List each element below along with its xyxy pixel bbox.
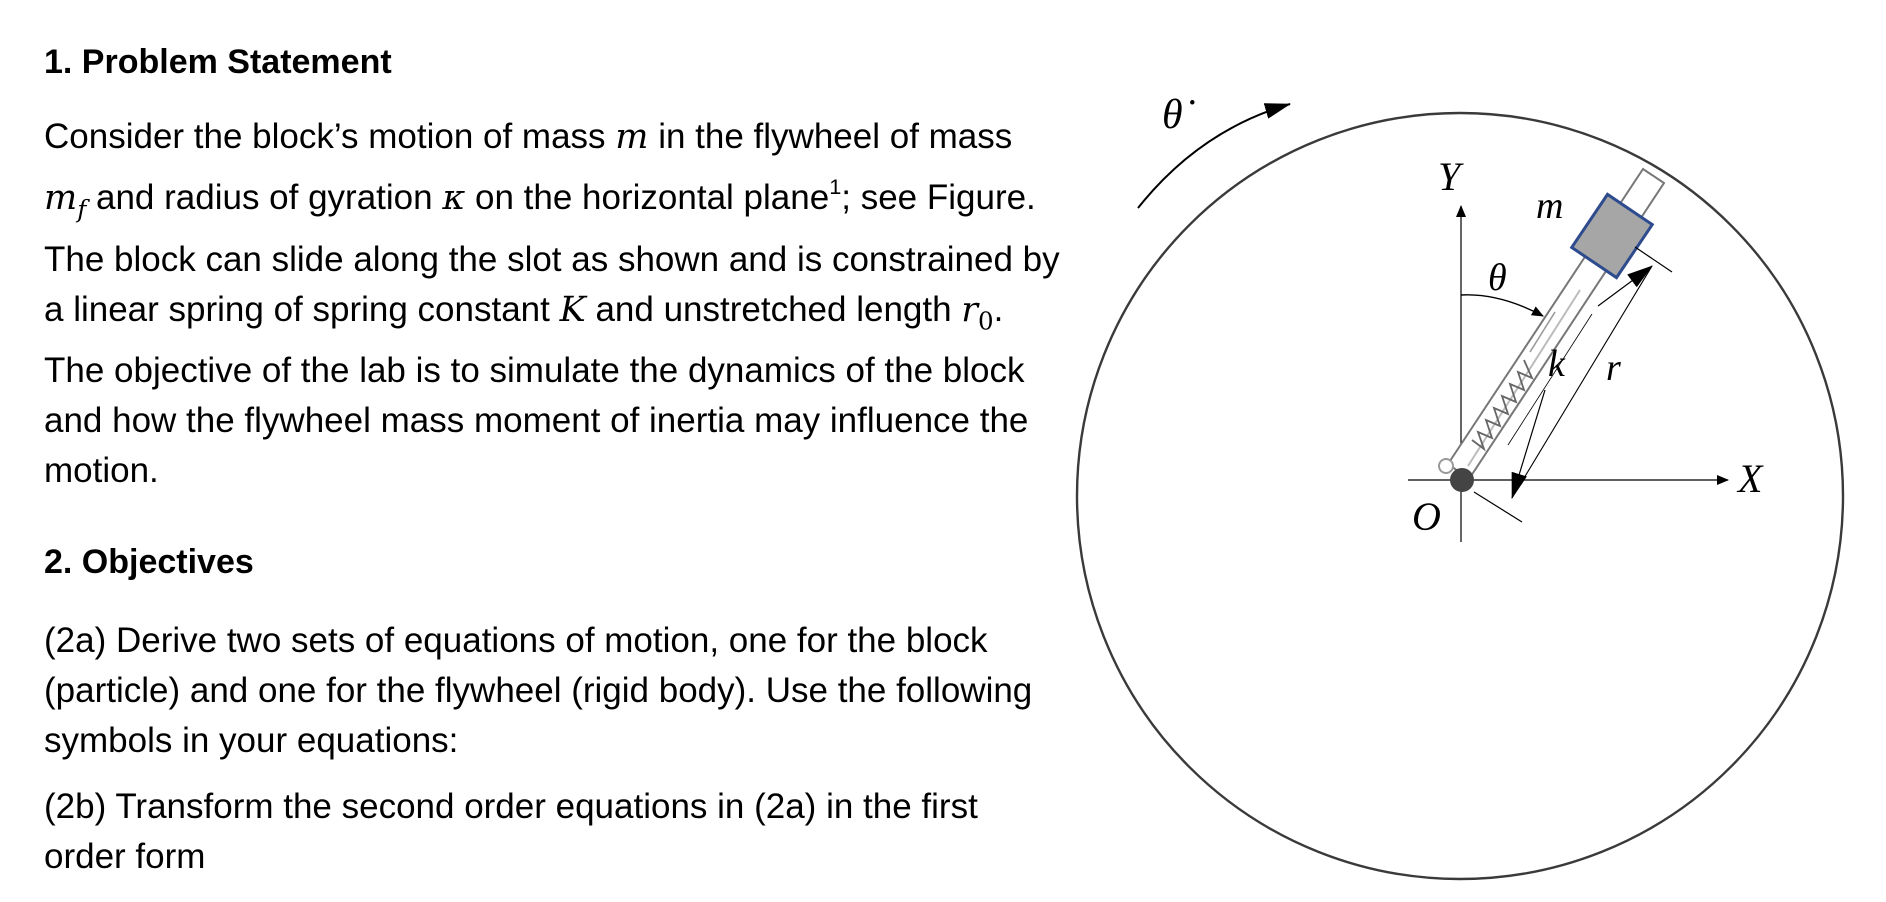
label-Y: Y	[1438, 154, 1461, 199]
section1-title: 1. Problem Statement	[44, 43, 392, 81]
symbol-kappa: κ	[442, 178, 466, 219]
label-theta-dot: θ̇	[1162, 92, 1183, 138]
flywheel-circle	[1077, 113, 1843, 879]
s1-text-4: on the horizontal plane	[465, 178, 830, 218]
pivot-ring	[1439, 459, 1453, 473]
rotation-arrow	[1138, 104, 1290, 208]
objective-2a: (2a) Derive two sets of equations of motion, one for the block (particle) and one for the flywheel (rigid body). Use the following symbols in your equations:	[44, 621, 1033, 761]
label-O: O	[1412, 494, 1441, 539]
footnote-marker[interactable]: 1	[829, 174, 842, 199]
symbol-r0-base: r	[961, 289, 979, 330]
symbol-mf-base: m	[44, 178, 78, 219]
r-extension-top	[1635, 247, 1672, 272]
label-r: r	[1606, 347, 1621, 389]
r-extension-bottom	[1474, 492, 1522, 522]
s1-text-7: . The objective of the lab is to simulate the dynamics of the block and how the flywheel mass moment of inertia may influence the motion.	[44, 289, 1029, 491]
section2-title: 2. Objectives	[44, 543, 254, 582]
s1-text-5: ; see Figure. The block can slide along the slot as shown and is constrained by a linear spring of spring constant	[44, 178, 1060, 329]
pivot-O	[1450, 468, 1474, 492]
s1-text-2: in the flywheel of mass	[648, 117, 1013, 156]
symbol-mf-sub: f	[77, 194, 87, 224]
label-theta: θ	[1488, 257, 1507, 299]
symbol-m: m	[615, 117, 649, 157]
label-k: k	[1548, 343, 1565, 385]
label-X: X	[1738, 456, 1763, 501]
objective-2b: (2b) Transform the second order equations in (2a) in the first order form	[44, 787, 978, 877]
symbol-r0-sub: 0	[978, 306, 994, 336]
label-m: m	[1536, 185, 1564, 227]
symbol-K: K	[559, 289, 586, 330]
s1-text-1: Consider the block’s motion of mass	[44, 117, 616, 156]
s1-text-3: and radius of gyration	[86, 178, 443, 218]
s1-text-6: and unstretched length	[585, 289, 962, 329]
